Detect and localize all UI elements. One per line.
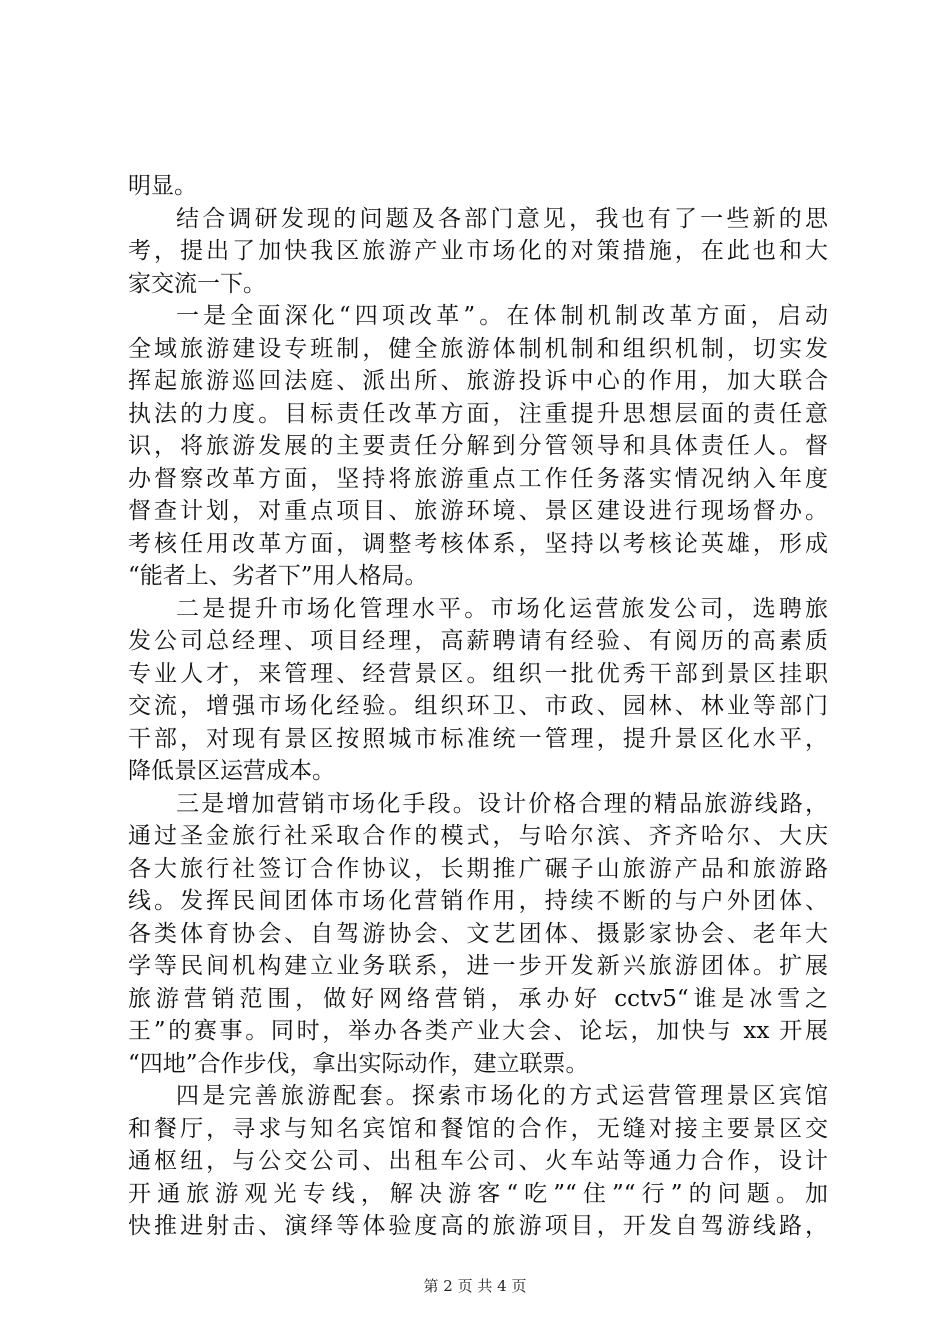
text-line: 各大旅行社签订合作协议，长期推广碾子山旅游产品和旅游路 [128, 855, 828, 882]
text-line: 全域旅游建设专班制，健全旅游体制机制和组织机制，切实发 [128, 335, 828, 362]
text-line: 干部，对现有景区按照城市标准统一管理，提升景区化水平， [128, 725, 828, 752]
text-line: 通枢纽，与公交公司、出租车公司、火车站等通力合作，设计 [128, 1148, 828, 1174]
text-line: 考，提出了加快我区旅游产业市场化的对策措施，在此也和大 [128, 238, 828, 264]
text-line: 四是完善旅游配套。探索市场化的方式运营管理景区宾馆 [176, 1083, 828, 1109]
text-line: 交流，增强市场化经验。组织环卫、市政、园林、林业等部门 [128, 693, 828, 719]
page-number-footer: 第 2 页 共 4 页 [423, 1277, 527, 1295]
text-line: 各类体育协会、自驾游协会、文艺团体、摄影家协会、老年大 [128, 920, 828, 947]
text-line: 快推进射击、演绎等体验度高的旅游项目，开发自驾游线路， [128, 1213, 828, 1239]
text-line: “四地”合作步伐，拿出实际动作，建立联票。 [128, 1050, 589, 1077]
text-line: 学等民间机构建立业务联系，进一步开发新兴旅游团体。扩展 [128, 953, 828, 979]
text-line: 识，将旅游发展的主要责任分解到分管领导和具体责任人。督 [128, 433, 828, 459]
text-line: 和餐厅，寻求与知名宾馆和餐馆的合作，无缝对接主要景区交 [128, 1115, 828, 1142]
text-line: 旅游营销范围，做好网络营销，承办好 cctv5“谁是冰雪之 [128, 985, 828, 1012]
document-body [128, 170, 828, 1243]
text-line: 线。发挥民间团体市场化营销作用，持续不断的与户外团体、 [128, 888, 828, 914]
text-line: 办督察改革方面，坚持将旅游重点工作任务落实情况纳入年度 [128, 465, 828, 492]
text-line: 考核任用改革方面，调整考核体系，坚持以考核论英雄，形成 [128, 530, 828, 557]
text-line: 降低景区运营成本。 [128, 758, 335, 784]
text-line: 二是提升市场化管理水平。市场化运营旅发公司，选聘旅 [176, 595, 828, 622]
text-line: 王”的赛事。同时，举办各类产业大会、论坛，加快与 xx 开展 [128, 1018, 828, 1044]
text-line: 一是全面深化“四项改革”。在体制机制改革方面，启动 [176, 303, 828, 329]
text-line: 专业人才，来管理、经营景区。组织一批优秀干部到景区挂职 [128, 660, 828, 687]
text-line: 执法的力度。目标责任改革方面，注重提升思想层面的责任意 [128, 400, 828, 427]
text-line: 家交流一下。 [128, 270, 266, 297]
text-line: 明显。 [128, 173, 197, 199]
text-line: 督查计划，对重点项目、旅游环境、景区建设进行现场督办。 [128, 498, 828, 524]
text-line: 通过圣金旅行社采取合作的模式，与哈尔滨、齐齐哈尔、大庆 [128, 823, 828, 849]
text-line: 开通旅游观光专线，解决游客“吃”“住”“行”的问题。加 [128, 1180, 828, 1207]
text-line: 发公司总经理、项目经理，高薪聘请有经验、有阅历的高素质 [128, 628, 828, 654]
text-line: 挥起旅游巡回法庭、派出所、旅游投诉中心的作用，加大联合 [128, 368, 828, 394]
text-line: “能者上、劣者下”用人格局。 [128, 563, 428, 589]
text-line: 三是增加营销市场化手段。设计价格合理的精品旅游线路， [176, 790, 828, 817]
text-line: 结合调研发现的问题及各部门意见，我也有了一些新的思 [176, 205, 828, 232]
